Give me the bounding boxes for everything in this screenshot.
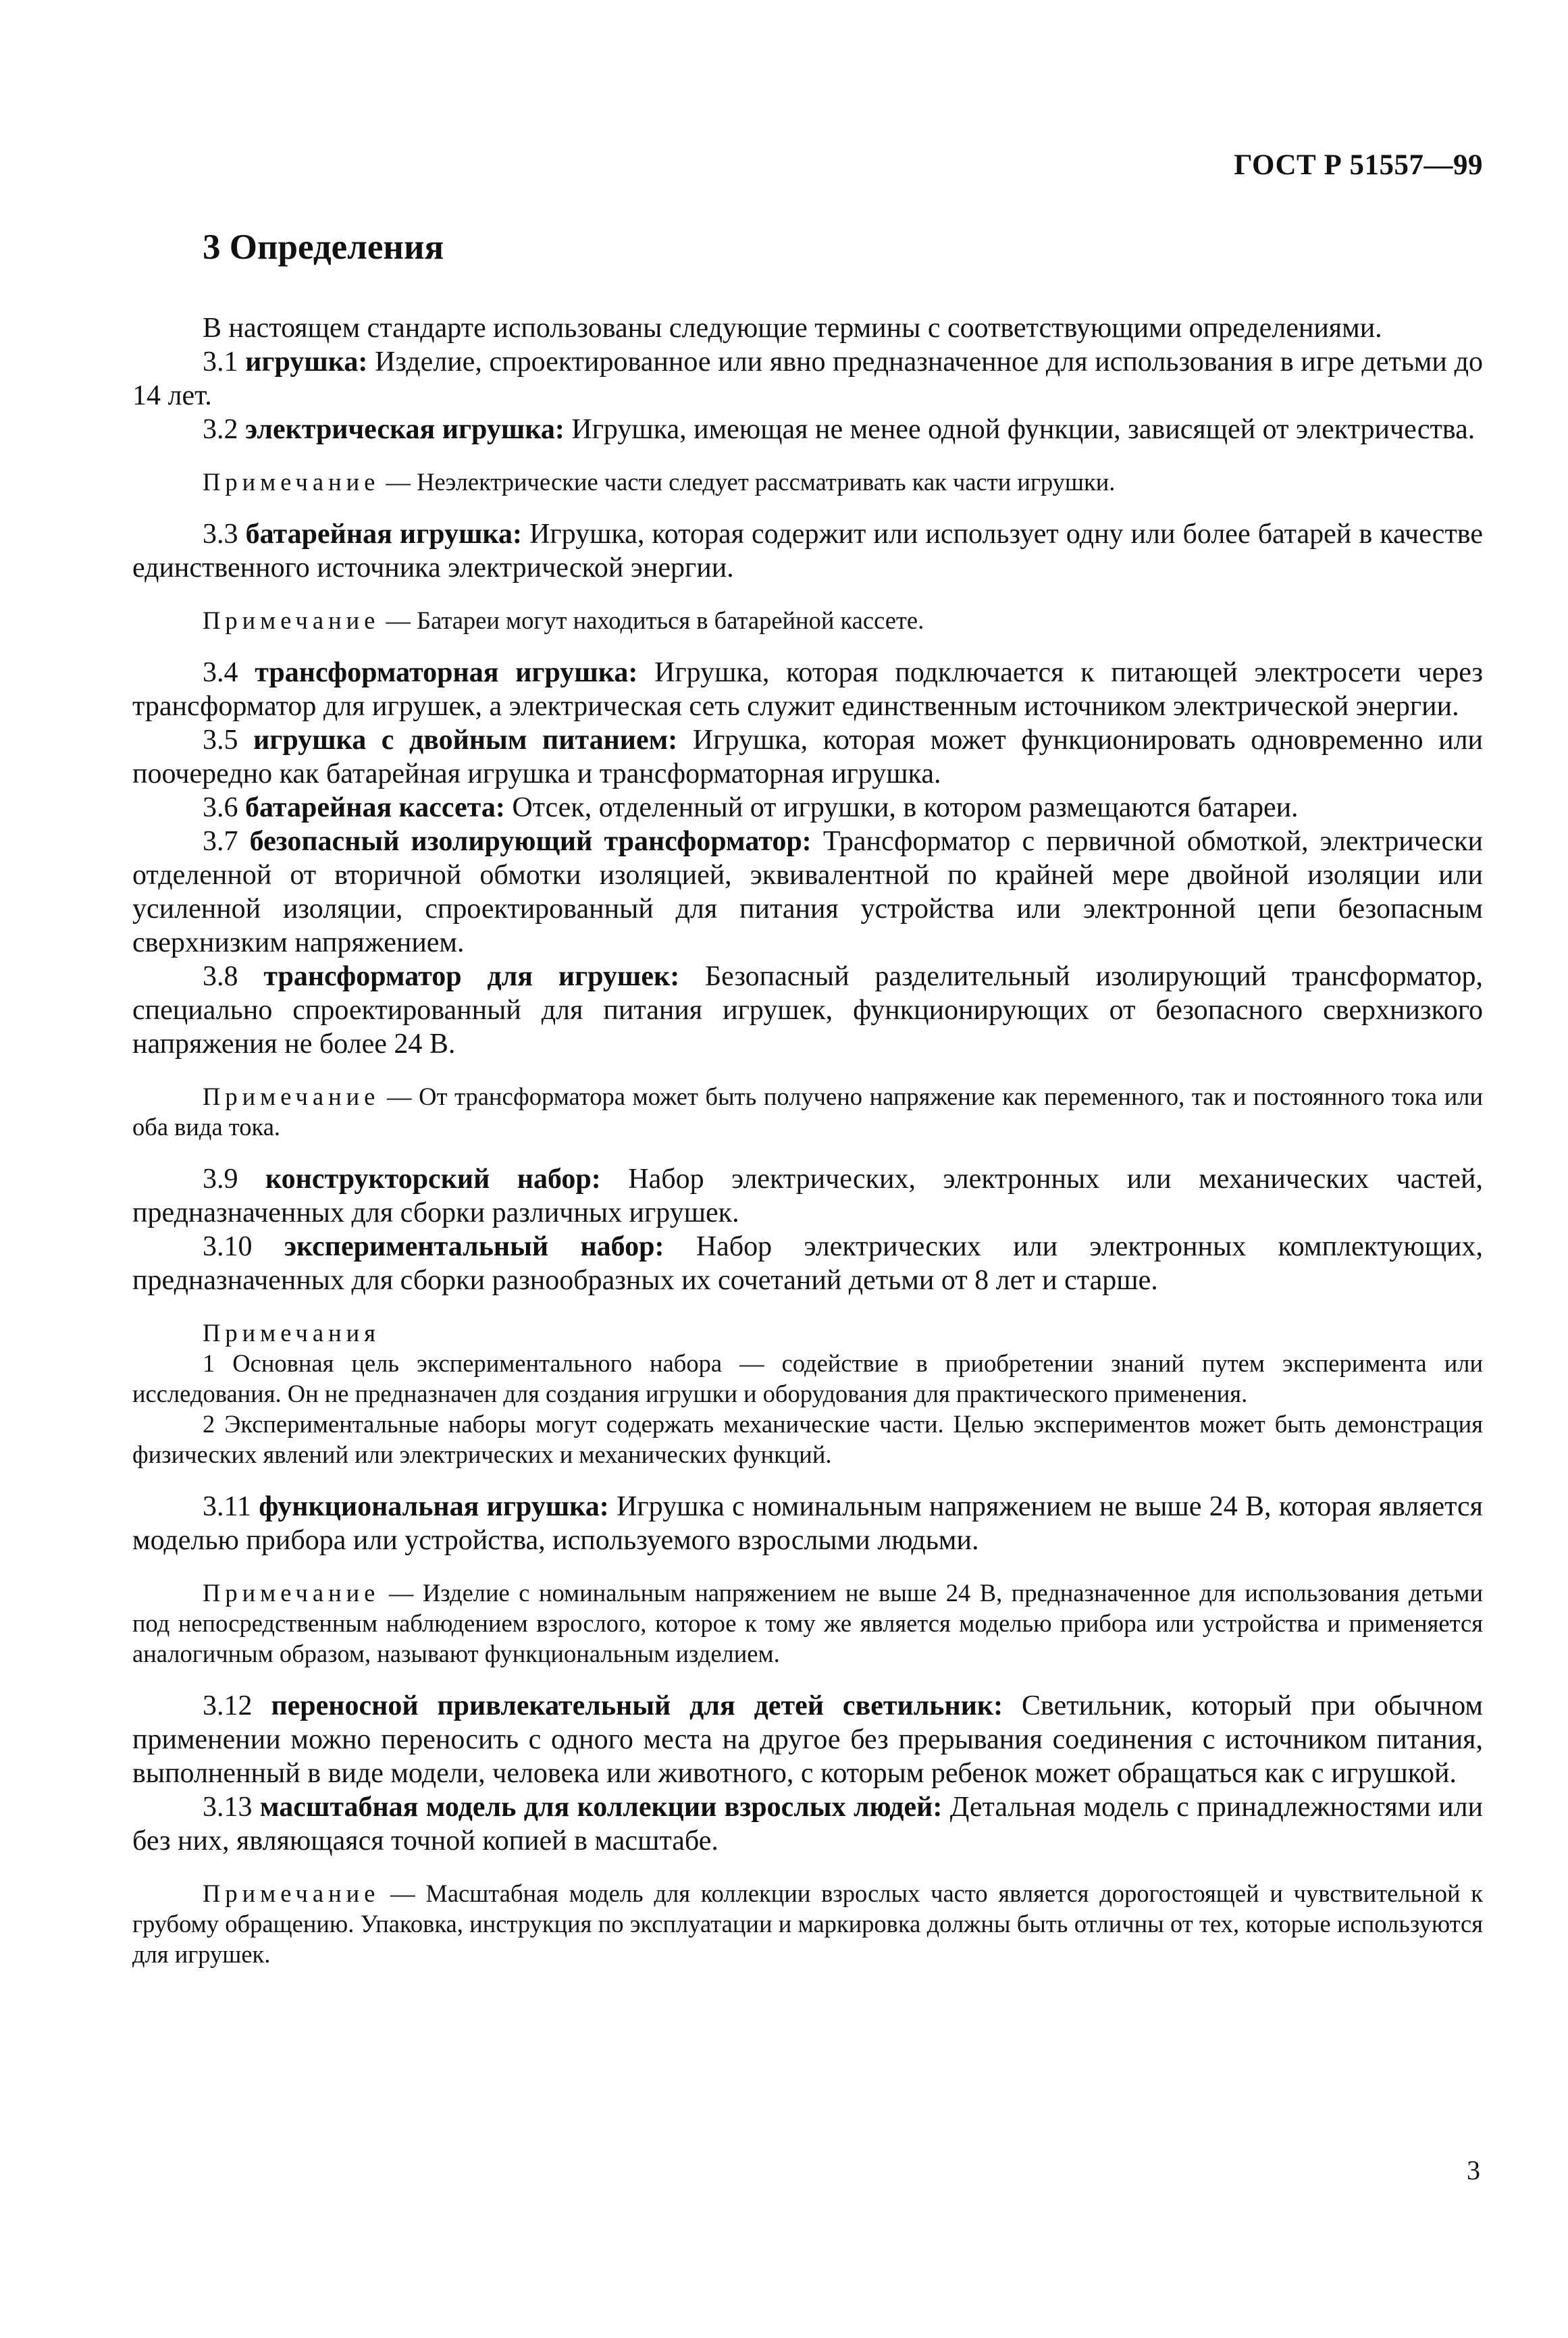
definition-number: 3.4	[203, 656, 238, 688]
note-text: От трансформатора может быть получено напряжение как переменного, так и постоянного тока или оба вида тока.	[132, 1082, 1483, 1141]
definition-3-3	[132, 517, 1483, 585]
definition-text: Безопасный разделительный изолирующий трансформатор, специально спроектированный для питания игрушек, функционирующих от безопасного сверхнизкого напряжения не более 24 В.	[132, 960, 1484, 1060]
definition-3-11	[132, 1490, 1483, 1557]
page-number: 3	[1467, 2155, 1480, 2185]
definition-number: 3.6	[203, 791, 238, 823]
definition-number: 3.7	[203, 825, 238, 857]
note-label: Примечание	[203, 1879, 380, 1907]
definition-number: 3.10	[203, 1230, 253, 1262]
definition-3-13	[132, 1790, 1483, 1858]
note-text: Масштабная модель для коллекции взрослых часто является дорогостоящей и чувствительной к грубому обращению. Упаковка, инструкция по эксплуатации и маркировка должны быть отличны от тех, которые используются для игрушек.	[132, 1879, 1484, 1968]
definition-text: Изделие, спроектированное или явно предназначенное для использования в игре детьми до 14 лет.	[132, 346, 1484, 411]
definition-text: Трансформатор с первичной обмоткой, электрически отделенной от вторичной обмотки изоляцией, эквивалентной по крайней мере двойной изоляции или усиленной изоляции, спроектированный для питания устройства или электронной цепи безопасным сверхнизким напряжением.	[132, 825, 1484, 958]
definition-number: 3.13	[203, 1791, 253, 1823]
definition-term: трансформатор для игрушек:	[263, 960, 680, 992]
note-text: Неэлектрические части следует рассматривать как части игрушки.	[417, 467, 1116, 496]
note-text: Изделие с номинальным напряжением не выше 24 В, предназначенное для использования детьми под непосредственным наблюдением взрослого, которое к тому же является моделью прибора или устройства и применяется аналогичным образом, называют функциональным изделием.	[132, 1578, 1484, 1667]
note-3-3: Примечание — Батареи могут находиться в батарейной кассете.	[203, 606, 924, 634]
definition-term: экспериментальный набор:	[284, 1230, 664, 1262]
note-label: Примечание	[203, 1578, 380, 1607]
intro-paragraph: В настоящем стандарте использованы следующие термины с соответствующими определениями.	[203, 312, 1382, 344]
definition-text: Светильник, который при обычном применении можно переносить с одного места на другое без прерывания соединения с источником питания, выполненный в виде модели, человека или животного, с которым ребенок может обращаться как с игрушкой.	[132, 1690, 1483, 1789]
definition-number: 3.1	[203, 346, 238, 378]
definition-text: Игрушка, которая содержит или использует одну или более батарей в качестве единственного источника электрической энергии.	[132, 518, 1484, 583]
note-3-13: Примечание — Масштабная модель для коллекции взрослых часто является дорогостоящей и чувствительной к грубому обращению. Упаковка, инструкция по эксплуатации и маркировка должны быть отличны от тех, которые используются для игрушек.	[132, 1879, 1484, 1968]
definition-3-8	[132, 960, 1483, 1061]
definition-term: игрушка:	[245, 346, 368, 378]
definition-term: безопасный изолирующий трансформатор:	[249, 825, 812, 857]
definition-text: Игрушка с номинальным напряжением не выше 24 В, которая является моделью прибора или устройства, используемого взрослыми людьми.	[132, 1490, 1483, 1556]
definition-3-7	[132, 825, 1483, 960]
note-label: Примечание	[203, 467, 380, 496]
definition-text: Игрушка, которая подключается к питающей электросети через трансформатор для игрушек, а электрическая сеть служит единственным источником электрической энергии.	[132, 656, 1483, 722]
definition-text: Игрушка, имеющая не менее одной функции, зависящей от электричества.	[571, 413, 1475, 445]
definition-number: 3.9	[203, 1163, 238, 1195]
section-title: 3 Определения	[203, 228, 444, 267]
page-content	[132, 226, 1483, 1969]
definition-3-2	[132, 413, 1483, 446]
definition-3-5	[132, 723, 1483, 791]
definition-3-10	[132, 1230, 1483, 1297]
definition-term: функциональная игрушка:	[259, 1490, 609, 1522]
definition-text: Игрушка, которая может функционировать одновременно или поочередно как батарейная игрушка и трансформаторная игрушка.	[132, 724, 1484, 789]
definition-3-4	[132, 656, 1483, 723]
note-item-2: 2 Экспериментальные наборы могут содержать механические части. Целью экспериментов может быть демонстрация физических явлений или электрических и механических функций.	[132, 1409, 1483, 1468]
definition-3-6	[132, 791, 1483, 825]
notes-heading: Примечания	[203, 1318, 380, 1347]
note-3-11: Примечание — Изделие с номинальным напряжением не выше 24 В, предназначенное для использования детьми под непосредственным наблюдением взрослого, которое к тому же является моделью прибора или устройства и применяется аналогичным образом, называют функциональным изделием.	[132, 1578, 1484, 1667]
definition-term: электрическая игрушка:	[245, 413, 565, 445]
definition-number: 3.2	[203, 413, 238, 445]
definition-number: 3.11	[203, 1490, 251, 1522]
note-label: Примечание	[203, 1082, 380, 1110]
definition-text: Набор электрических, электронных или механических частей, предназначенных для сборки различных игрушек.	[132, 1163, 1483, 1228]
note-item-1: 1 Основная цель экспериментального набора — содействие в приобретении знаний путем эксперимента или исследования. Он не предназначен для создания игрушки и оборудования для практического применения.	[132, 1349, 1483, 1407]
definition-3-1	[132, 345, 1483, 413]
notes-3-10	[132, 1318, 1483, 1470]
definition-term: батарейная кассета:	[245, 791, 505, 823]
definition-term: конструкторский набор:	[265, 1163, 601, 1195]
note-label: Примечание	[203, 606, 380, 634]
definition-text: Детальная модель с принадлежностями или без них, являющаяся точной копией в масштабе.	[132, 1791, 1484, 1856]
definition-term: игрушка с двойным питанием:	[253, 724, 678, 756]
definition-number: 3.8	[203, 960, 238, 992]
definition-term: трансформаторная игрушка:	[255, 656, 638, 688]
definition-text: Отсек, отделенный от игрушки, в котором размещаются батареи.	[512, 791, 1299, 823]
note-3-2: Примечание — Неэлектрические части следует рассматривать как части игрушки.	[203, 467, 1116, 496]
note-text: Батареи могут находиться в батарейной кассете.	[417, 606, 924, 634]
definition-3-9	[132, 1162, 1483, 1230]
definition-3-12	[132, 1689, 1483, 1790]
note-3-8: Примечание — От трансформатора может быть получено напряжение как переменного, так и постоянного тока или оба вида тока.	[132, 1082, 1483, 1141]
definition-term: батарейная игрушка:	[245, 518, 522, 550]
definition-term: переносной привлекательный для детей светильник:	[271, 1690, 1003, 1721]
definition-number: 3.12	[203, 1690, 253, 1721]
definition-number: 3.3	[203, 518, 238, 550]
definition-term: масштабная модель для коллекции взрослых людей:	[259, 1791, 943, 1823]
definition-text: Набор электрических или электронных комплектующих, предназначенных для сборки разнообразных их сочетаний детьми от 8 лет и старше.	[132, 1230, 1484, 1296]
definition-number: 3.5	[203, 724, 238, 756]
document-code: ГОСТ Р 51557—99	[1234, 149, 1483, 181]
